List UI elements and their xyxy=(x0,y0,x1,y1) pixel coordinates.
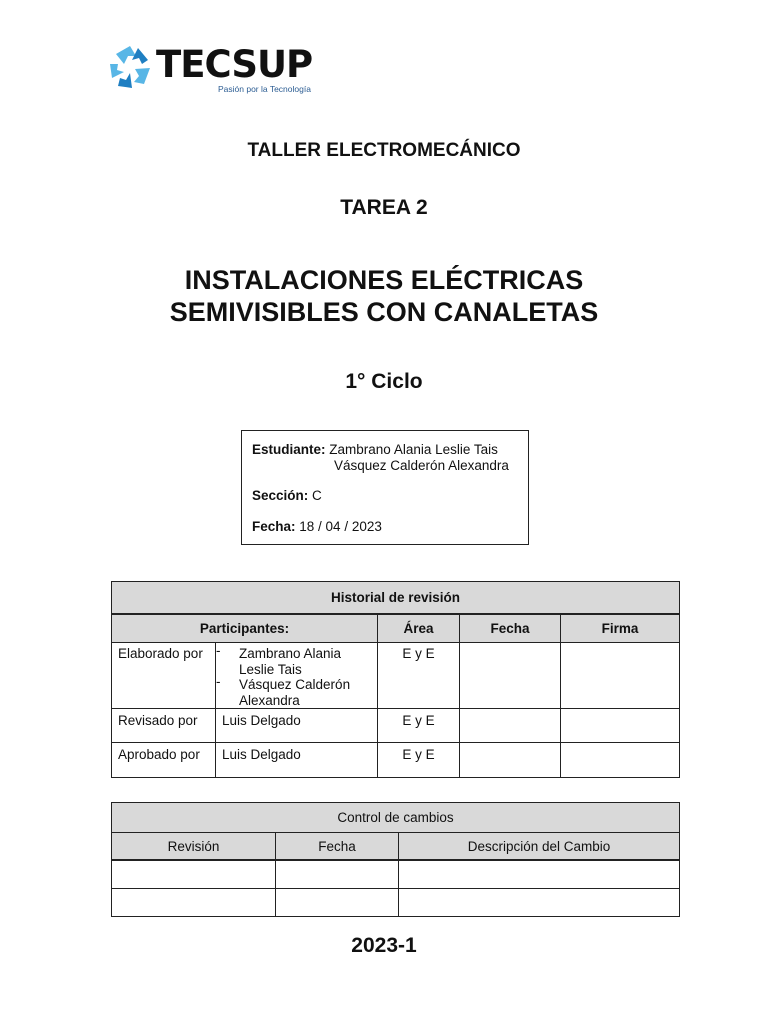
change-control-table xyxy=(111,802,680,917)
participants-cell: Luis Delgado xyxy=(216,709,378,743)
signature-cell xyxy=(561,709,680,743)
date-cell xyxy=(460,643,561,709)
signature-cell xyxy=(561,743,680,778)
table-cell xyxy=(399,889,680,917)
column-header: Participantes: xyxy=(112,614,378,643)
date-value: 18 / 04 / 2023 xyxy=(299,519,382,534)
role-cell: Revisado por xyxy=(112,709,216,743)
section-value: C xyxy=(312,488,322,503)
student-name: Zambrano Alania Leslie Tais xyxy=(329,442,498,457)
assignment-title: TAREA 2 xyxy=(340,196,428,219)
table-cell xyxy=(112,860,276,889)
column-header: Firma xyxy=(561,614,680,643)
table-cell xyxy=(399,860,680,889)
date-label: Fecha: xyxy=(252,519,296,534)
table-caption: Historial de revisión xyxy=(112,582,680,615)
title-line: INSTALACIONES ELÉCTRICAS xyxy=(184,265,584,295)
period-label: 2023-1 xyxy=(351,934,417,957)
column-header: Fecha xyxy=(276,833,399,861)
revision-history-table xyxy=(111,581,680,778)
document-title xyxy=(0,264,768,328)
participants-cell xyxy=(216,643,378,709)
participant-name: - Vásquez Calderón Alexandra xyxy=(222,677,371,708)
column-header: Descripción del Cambio xyxy=(399,833,680,861)
logo-tagline: Pasión por la Tecnología xyxy=(218,84,311,94)
title-line: SEMIVISIBLES CON CANALETAS xyxy=(169,297,599,327)
role-cell: Aprobado por xyxy=(112,743,216,778)
table-cell xyxy=(112,889,276,917)
student-name: Vásquez Calderón Alexandra xyxy=(334,458,509,473)
table-cell xyxy=(276,860,399,889)
tecsup-logo xyxy=(108,42,313,98)
recycle-arrows-icon xyxy=(108,42,156,94)
table-row xyxy=(112,709,680,743)
participant-name: - Zambrano Alania Leslie Tais xyxy=(222,646,371,677)
column-header: Revisión xyxy=(112,833,276,861)
area-cell: E y E xyxy=(378,743,460,778)
column-header: Área xyxy=(378,614,460,643)
section-label: Sección: xyxy=(252,488,309,503)
cycle-label: 1° Ciclo xyxy=(345,370,423,393)
date-cell xyxy=(460,709,561,743)
table-row xyxy=(112,889,680,917)
signature-cell xyxy=(561,643,680,709)
date-cell xyxy=(460,743,561,778)
student-row xyxy=(252,442,498,457)
student-label: Estudiante: xyxy=(252,442,326,457)
student-info-box xyxy=(241,430,529,545)
course-title: TALLER ELECTROMECÁNICO xyxy=(247,140,521,161)
area-cell: E y E xyxy=(378,643,460,709)
section-row xyxy=(252,488,322,503)
table-row xyxy=(112,743,680,778)
logo-wordmark: TECSUP xyxy=(156,43,313,86)
table-row xyxy=(112,643,680,709)
date-row xyxy=(252,519,382,534)
student-row xyxy=(334,458,509,473)
area-cell: E y E xyxy=(378,709,460,743)
participants-cell: Luis Delgado xyxy=(216,743,378,778)
role-cell: Elaborado por xyxy=(112,643,216,709)
table-row xyxy=(112,860,680,889)
table-caption: Control de cambios xyxy=(112,803,680,833)
table-cell xyxy=(276,889,399,917)
column-header: Fecha xyxy=(460,614,561,643)
